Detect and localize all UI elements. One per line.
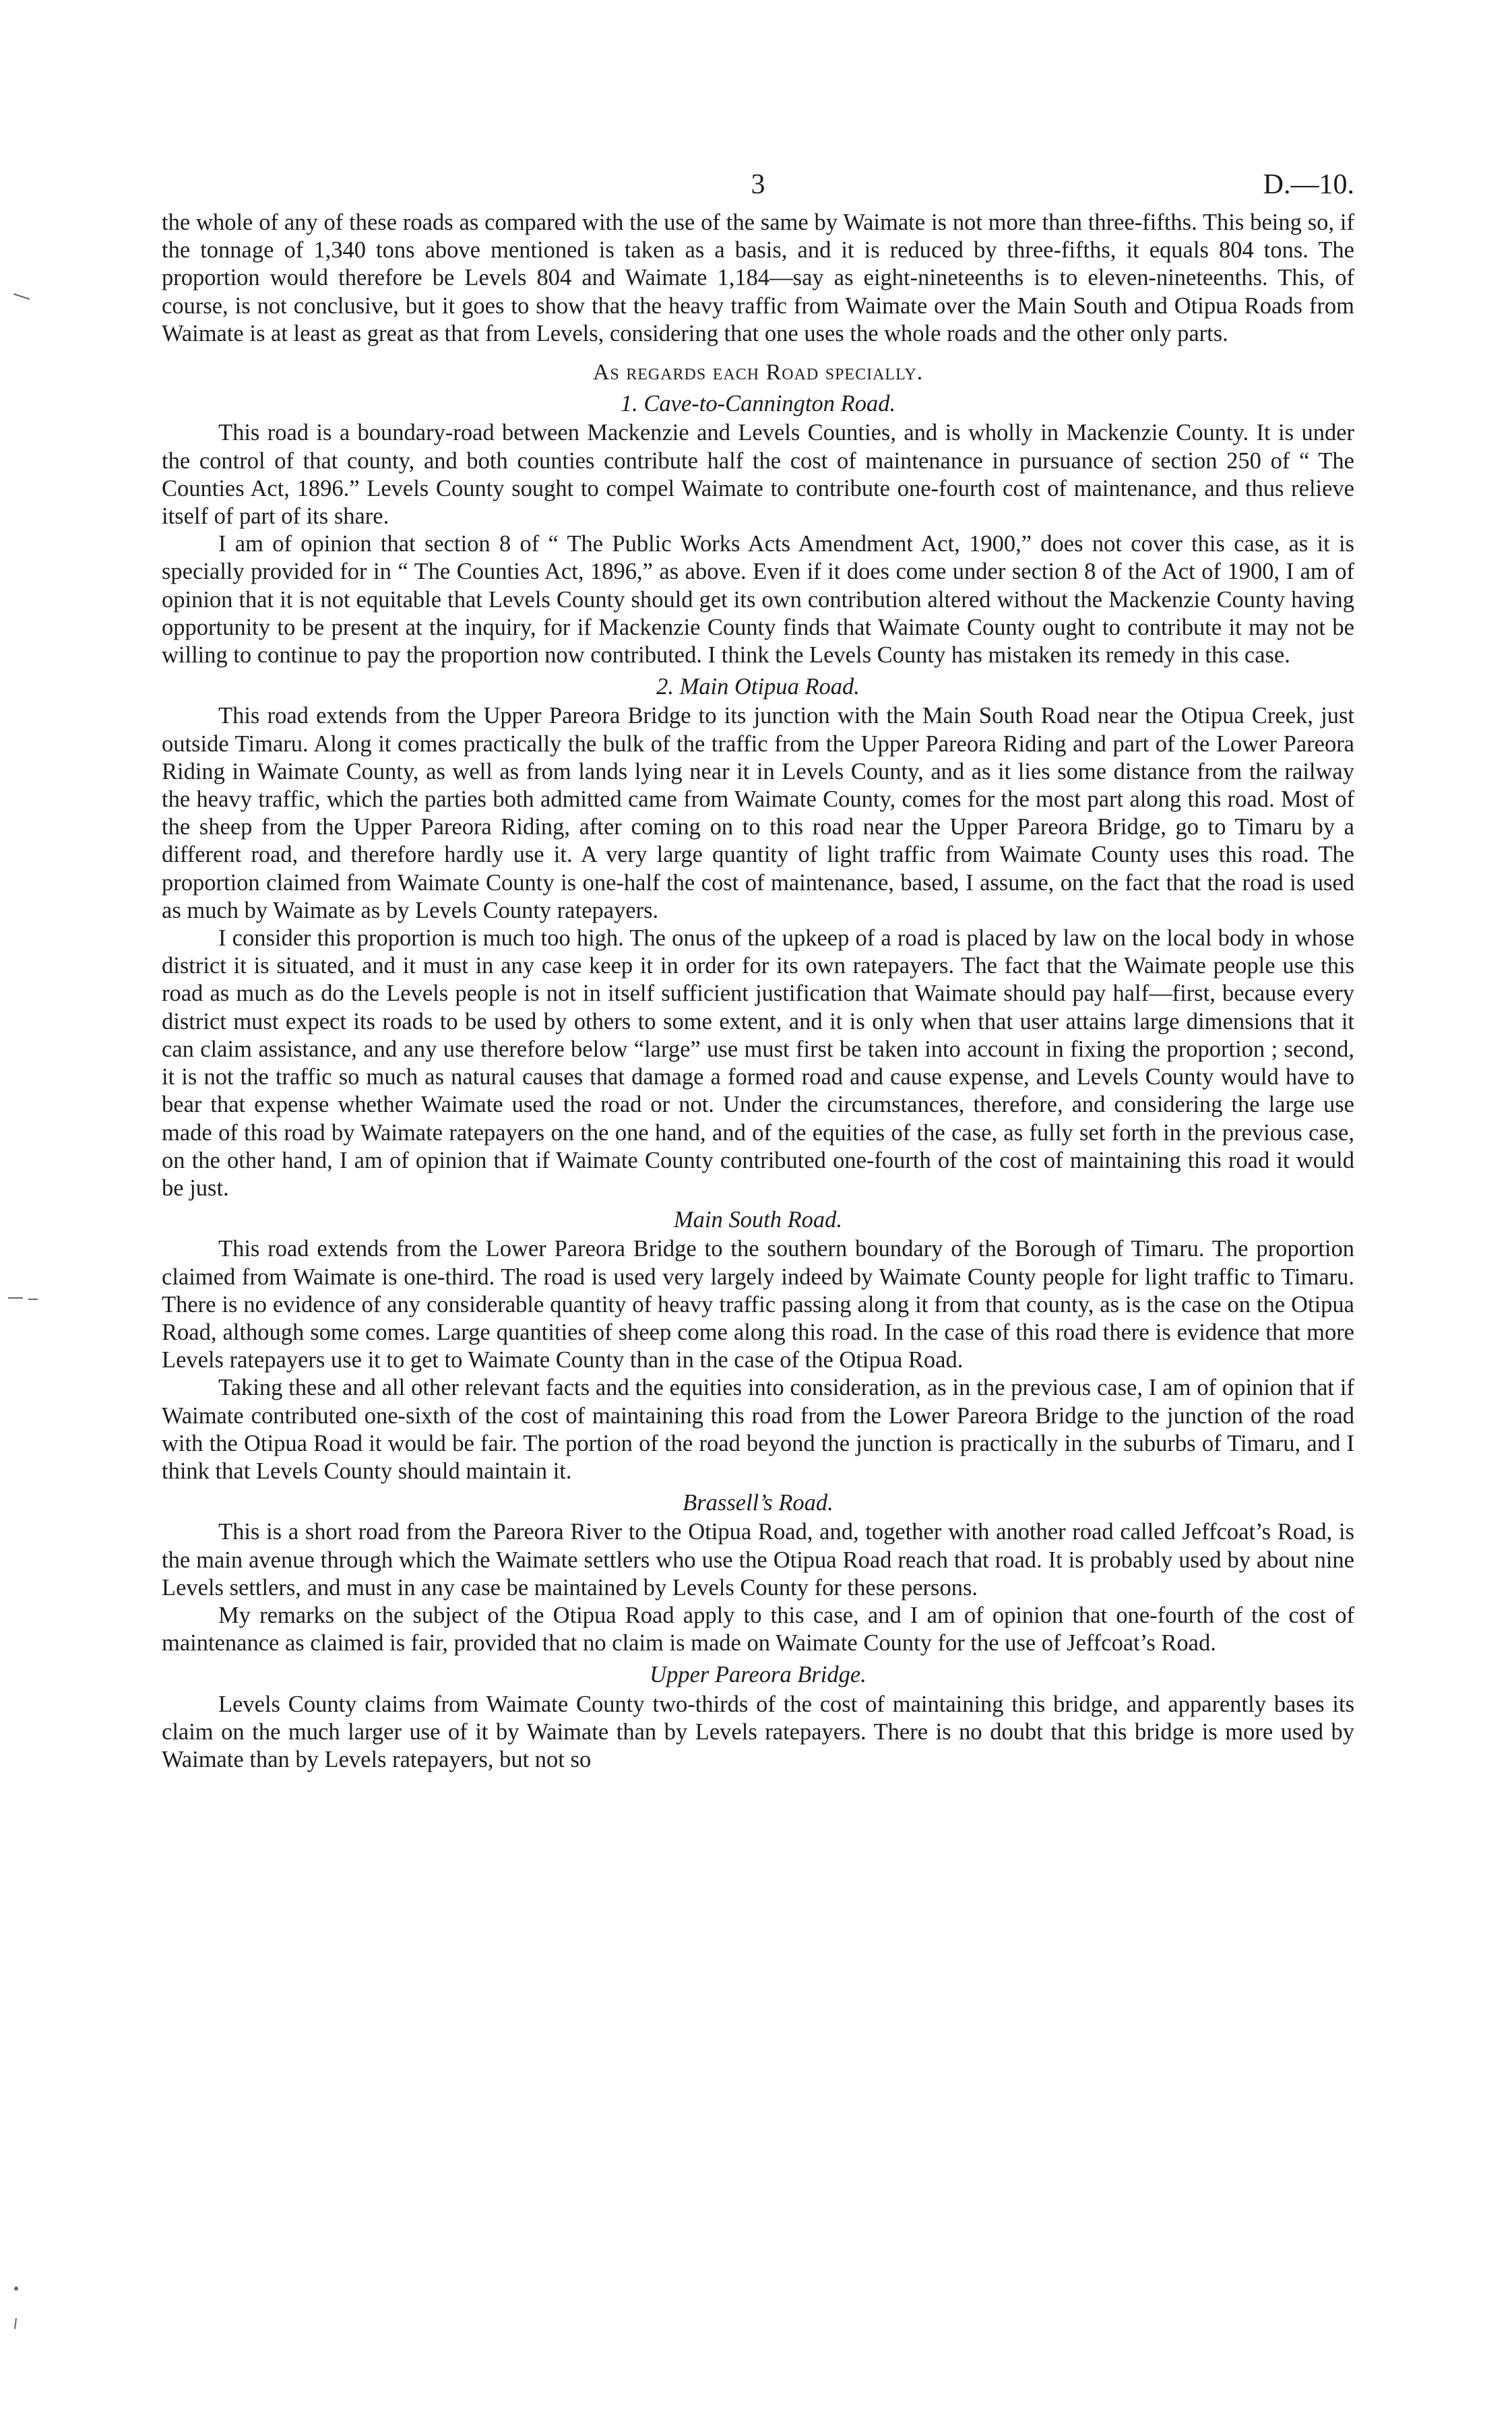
subheading-brassells-road: Brassell’s Road. <box>683 1490 833 1516</box>
paragraph: I am of opinion that section 8 of “ The Public Works Acts Amendment Act, 1900,” does not cover this case, as it is specially provided for in “ The Counties Act, 1896,” as above. Even if it does come under section 8 of the Act of 1900, I am of opinion that it is not equitable that Levels County should get its own contribution altered without the Mackenzie County having opportunity to be present at the inquiry, for if Mackenzie County finds that Waimate County ought to contribute it may not be willing to continue to pay the proportion now contributed. I think the Levels County has mistaken its remedy in this case. <box>162 531 1354 669</box>
paragraph: Levels County claims from Waimate County two-thirds of the cost of maintaining this bridge, and apparently bases its claim on the much larger use of it by Waimate than by Levels ratepayers. There is no doubt that this bridge is more used by Waimate than by Levels ratepayers, but not so <box>162 1691 1354 1772</box>
document-body <box>162 209 1354 1774</box>
paragraph: This road extends from the Lower Pareora Bridge to the southern boundary of the Borough of Timaru. The proportion claimed from Waimate is one-third. The road is used very largely indeed by Waimate County people for light traffic to Timaru. There is no evidence of any considerable quantity of heavy traffic passing along it from that county, as is the case on the Otipua Road, although some comes. Large quantities of sheep come along this road. In the case of this road there is evidence that more Levels ratepayers use it to get to Waimate County than in the case of the Otipua Road. <box>162 1236 1354 1373</box>
scan-mark-icon <box>12 290 32 303</box>
subheading-main-south-road: Main South Road. <box>673 1207 843 1233</box>
page-number: 3 <box>751 169 765 200</box>
subheading-upper-pareora-bridge: Upper Pareora Bridge. <box>650 1662 867 1688</box>
subheading-cave-to-cannington-road: 1. Cave-to-Cannington Road. <box>620 391 896 417</box>
document-page <box>162 168 1354 1774</box>
paragraph: This road extends from the Upper Pareora Bridge to its junction with the Main South Road near the Otipua Creek, just outside Timaru. Along it comes practically the bulk of the traffic from the Upper Pareora Riding and part of the Lower Pareora Riding in Waimate County, as well as from lands lying near it in Levels County, and as it lies some distance from the railway the heavy traffic, which the parties both admitted came from Waimate County, comes for the most part along this road. Most of the sheep from the Upper Pareora Riding, after coming on to this road near the Upper Pareora Bridge, go to Timaru by a different road, and therefore hardly use it. A very large quantity of light traffic from Waimate County uses this road. The proportion claimed from Waimate County is one-half the cost of maintenance, based, I assume, on the fact that the road is used as much by Waimate as by Levels County ratepayers. <box>162 703 1354 923</box>
document-reference: D.—10. <box>1263 169 1354 200</box>
subheading-main-otipua-road: 2. Main Otipua Road. <box>656 674 860 700</box>
paragraph: Taking these and all other relevant facts and the equities into consideration, as in the previous case, I am of opinion that if Waimate contributed one-sixth of the cost of maintaining this road from the Lower Pareora Bridge to the junction of the road with the Otipua Road it would be fair. The portion of the road beyond the junction is practically in the suburbs of Timaru, and I think that Levels County should maintain it. <box>162 1375 1354 1484</box>
paragraph: I consider this proportion is much too high. The onus of the upkeep of a road is placed by law on the local body in whose district it is situated, and it must in any case keep it in order for its own ratepayers. The fact that the Waimate people use this road as much as do the Levels people is not in itself sufficient justification that Waimate should pay half—first, because every district must expect its roads to be used by others to some extent, and it is only when that user attains large dimensions that it can claim assistance, and any use therefore below “large” use must first be taken into account in fixing the proportion ; second, it is not the traffic so much as natural causes that damage a formed road and cause expense, and Levels County would have to bear that expense whether Waimate used the road or not. Under the circumstances, therefore, and considering the large use made of this road by Waimate ratepayers on the one hand, and of the equities of the case, as fully set forth in the previous case, on the other hand, I am of opinion that if Waimate County contributed one-fourth of the cost of maintaining this road it would be just. <box>162 925 1354 1201</box>
paragraph: This road is a boundary-road between Mackenzie and Levels Counties, and is wholly in Mackenzie County. It is under the control of that county, and both counties contribute half the cost of maintenance in pursuance of section 250 of “ The Counties Act, 1896.” Levels County sought to compel Waimate to contribute one-fourth cost of maintenance, and thus relieve itself of part of its share. <box>162 420 1354 530</box>
section-heading: As regards each Road specially. <box>592 360 924 385</box>
scan-mark-icon <box>12 2285 22 2332</box>
paragraph: My remarks on the subject of the Otipua Road apply to this case, and I am of opinion that one-fourth of the cost of maintenance as claimed is fair, provided that no claim is made on Waimate County for the use of Jeffcoat’s Road. <box>162 1602 1354 1656</box>
paragraph: This is a short road from the Pareora River to the Otipua Road, and, together with another road called Jeffcoat’s Road, is the main avenue through which the Waimate settlers who use the Otipua Road reach that road. It is probably used by about nine Levels settlers, and must in any case be maintained by Levels County for these persons. <box>162 1519 1354 1601</box>
page-header <box>162 168 1354 209</box>
paragraph-continuation: the whole of any of these roads as compared with the use of the same by Waimate is not more than three-fifths. This being so, if the tonnage of 1,340 tons above mentioned is taken as a basis, and it is reduced by three-fifths, it equals 804 tons. The proportion would therefore be Levels 804 and Waimate 1,184—say as eight-nineteenths is to eleven-nineteenths. This, of course, is not conclusive, but it goes to show that the heavy traffic from Waimate over the Main South and Otipua Roads from Waimate is at least as great as that from Levels, considering that one uses the whole roads and the other only parts. <box>162 210 1354 346</box>
scan-mark-icon <box>7 1294 40 1303</box>
